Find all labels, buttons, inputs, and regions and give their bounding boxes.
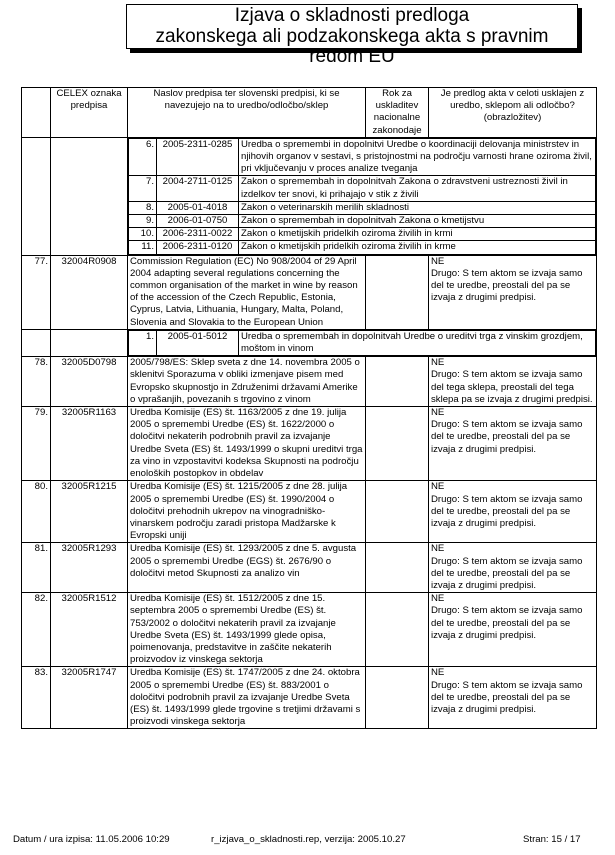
- row-number: 83.: [22, 667, 51, 729]
- row-number: 77.: [22, 255, 51, 329]
- answer-verdict: NE: [431, 481, 445, 493]
- answer-explanation: Drugo: S tem aktom se izvaja samo del tega sklepa, preostali del tega sklepa pa se izvaja z drugimi predpisi.: [431, 369, 593, 405]
- related-act-num: 10.: [129, 228, 157, 241]
- answer-explanation: Drugo: S tem aktom se izvaja samo del te uredbe, preostali del pa se izvaja z drugimi predpisi.: [431, 605, 583, 641]
- related-act-row: [129, 241, 596, 254]
- related-act-row: [129, 228, 596, 241]
- answer-explanation: Drugo: S tem aktom se izvaja samo del te uredbe, preostali del pa se izvaja z drugimi predpisi.: [431, 419, 583, 455]
- related-acts-table: [128, 138, 596, 255]
- header-num: [22, 88, 51, 138]
- sub-act-cell: [128, 329, 597, 356]
- title-line-2: zakonskega ali podzakonskega akta s pravnim redom EU: [155, 25, 549, 67]
- table-row: [22, 543, 597, 593]
- related-act-code: 2005-01-4018: [157, 201, 239, 214]
- row-answer: [429, 407, 597, 481]
- table-row: [22, 481, 597, 543]
- related-act-num: 1.: [129, 330, 157, 355]
- row-celex: 32005R1747: [51, 667, 128, 729]
- table-row: [22, 255, 597, 329]
- answer-explanation: Drugo: S tem aktom se izvaja samo del te uredbe, preostali del pa se izvaja z drugimi predpisi.: [431, 555, 583, 591]
- answer-explanation: Drugo: S tem aktom se izvaja samo del te uredbe, preostali del pa se izvaja z drugimi predpisi.: [431, 493, 583, 529]
- row-rok: [366, 543, 429, 593]
- document-title-box: [126, 4, 578, 67]
- row-rok: [366, 357, 429, 407]
- answer-verdict: NE: [431, 667, 445, 679]
- row-title: Uredba Komisije (ES) št. 1163/2005 z dne 19. julija 2005 o spremembi Uredbe (ES) št. 1622/2000 o določitvi nekaterih podrobnih pravil za izvajanje Uredbe Sveta (ES) št. 1493/1999 o skupni ureditvi trga za vino in vzpostavitvi kodeksa Skupnosti na področju enoloških postopkov in obdelav: [128, 407, 366, 481]
- related-act-code: 2004-2711-0125: [157, 176, 239, 201]
- answer-verdict: NE: [431, 357, 445, 369]
- row-title: Uredba Komisije (ES) št. 1215/2005 z dne 28. julija 2005 o spremembi Uredbe (ES) št. 1990/2004 o določitvi prehodnih ukrepov na vinogradniško-vinarskem področju zaradi pristopa Madžarske k Evropski uniji: [128, 481, 366, 543]
- row-rok: [366, 407, 429, 481]
- row-rok: [366, 593, 429, 667]
- answer-verdict: NE: [431, 543, 445, 555]
- row-number: 81.: [22, 543, 51, 593]
- header-celex: CELEX oznaka predpisa: [51, 88, 128, 138]
- row-rok: [366, 255, 429, 329]
- row-number: 80.: [22, 481, 51, 543]
- continuation-row: [22, 137, 597, 255]
- related-act-row: [129, 215, 596, 228]
- answer-explanation: Drugo: S tem aktom se izvaja samo del te uredbe, preostali del pa se izvaja z drugimi predpisi.: [431, 679, 583, 715]
- sub-act-table: [128, 330, 596, 356]
- related-act-title: Uredba o spremembi in dopolnitvi Uredbe o koordinaciji delovanja ministrstev in njihovih organov v sestavi, s pristojnostmi na področju varnosti hrane oziroma živil, pri vključevanju v proces analize tveganja: [239, 138, 596, 176]
- row-celex: 32005R1215: [51, 481, 128, 543]
- table-body: [22, 137, 597, 729]
- title-line-1: Izjava o skladnosti predloga: [234, 5, 470, 26]
- related-act-code: 2005-01-5012: [157, 330, 239, 355]
- footer-page: Stran: 15 / 17: [523, 834, 581, 845]
- row-title: 2005/798/ES: Sklep sveta z dne 14. novembra 2005 o sklenitvi Sporazuma v obliki izmenjave pisem med Evropsko skupnostjo in Združenimi državami Amerike o vprašanjih, povezanih s trgovino z vinom: [128, 357, 366, 407]
- table-row: [22, 357, 597, 407]
- header-usklajen: Je predlog akta v celoti usklajen z uredbo, sklepom ali odločbo? (obrazložitev): [429, 88, 597, 138]
- related-act-num: 7.: [129, 176, 157, 201]
- answer-verdict: NE: [431, 255, 445, 267]
- row-rok: [366, 667, 429, 729]
- row-celex: 32005D0798: [51, 357, 128, 407]
- sub-act-row: [22, 329, 597, 356]
- answer-explanation: Drugo: S tem aktom se izvaja samo del te uredbe, preostali del pa se izvaja z drugimi predpisi.: [431, 267, 583, 304]
- row-answer: [429, 357, 597, 407]
- header-rok: Rok za uskladitev nacionalne zakonodaje: [366, 88, 429, 138]
- row-title: Uredba Komisije (ES) št. 1747/2005 z dne 24. oktobra 2005 o spremembi Uredbe (ES) št. 883/2001 o določitvi podrobnih pravil za izvajanje Uredbe Sveta (ES) št. 1493/1999 glede trgovine s tretjimi državami s proizvodi vinskega sektorja: [128, 667, 366, 729]
- related-act-code: 2006-2311-0022: [157, 228, 239, 241]
- related-act-title: Zakon o kmetijskih pridelkih oziroma živilih in krme: [239, 241, 596, 254]
- row-number: 82.: [22, 593, 51, 667]
- sub-blank-num: [22, 329, 51, 356]
- row-celex: 32005R1163: [51, 407, 128, 481]
- related-act-row: [129, 138, 596, 176]
- related-act-num: 6.: [129, 138, 157, 176]
- row-celex: 32004R0908: [51, 255, 128, 329]
- row-answer: [429, 667, 597, 729]
- related-act-row: [129, 176, 596, 201]
- row-answer: [429, 481, 597, 543]
- row-number: 79.: [22, 407, 51, 481]
- row-answer: [429, 543, 597, 593]
- related-act-title: Zakon o spremembah in dopolnitvah Zakona o kmetijstvu: [239, 215, 596, 228]
- compliance-table: [21, 87, 597, 729]
- related-act-title: Uredba o spremembah in dopolnitvah Uredbe o ureditvi trga z vinskim grozdjem, moštom in vinom: [239, 330, 596, 355]
- related-act-title: Zakon o veterinarskih merilih skladnosti: [239, 201, 596, 214]
- related-act-title: Zakon o kmetijskih pridelkih oziroma živilih in krmi: [239, 228, 596, 241]
- row-number: 78.: [22, 357, 51, 407]
- table-row: [22, 407, 597, 481]
- header-naslov: Naslov predpisa ter slovenski predpisi, ki se navezujejo na to uredbo/odločbo/sklep: [128, 88, 366, 138]
- answer-verdict: NE: [431, 407, 445, 419]
- related-act-title: Zakon o spremembah in dopolnitvah Zakona o zdravstveni ustreznosti živil in izdelkov ter snovi, ki prihajajo v stik z živili: [239, 176, 596, 201]
- row-rok: [366, 481, 429, 543]
- row-title: Uredba Komisije (ES) št. 1512/2005 z dne 15. septembra 2005 o spremembi Uredbe (ES) št. 753/2002 o določitvi nekaterih pravil za izvajanje Uredbe Sveta (ES) št. 1493/1999 glede opisa, poimenovanja, predstavitve in zaščite nekaterih proizvodov iz vinskega sektorja: [128, 593, 366, 667]
- related-act-num: 9.: [129, 215, 157, 228]
- answer-verdict: NE: [431, 593, 445, 605]
- table-row: [22, 667, 597, 729]
- related-act-num: 8.: [129, 201, 157, 214]
- related-act-code: 2006-01-0750: [157, 215, 239, 228]
- footer-datetime: Datum / ura izpisa: 11.05.2006 10:29: [13, 834, 170, 845]
- row-celex: 32005R1512: [51, 593, 128, 667]
- related-act-code: 2006-2311-0120: [157, 241, 239, 254]
- row-celex: 32005R1293: [51, 543, 128, 593]
- related-act-row: [129, 330, 596, 355]
- table-header-row: [22, 88, 597, 138]
- footer-report: r_izjava_o_skladnosti.rep, verzija: 2005.10.27: [211, 834, 406, 845]
- sub-blank-celex: [51, 329, 128, 356]
- related-act-row: [129, 201, 596, 214]
- related-act-code: 2005-2311-0285: [157, 138, 239, 176]
- row-title: Commission Regulation (EC) No 908/2004 of 29 April 2004 adapting several regulations concerning the common organisation of the market in wine by reason of the accession of the Czech Republic, Estonia, Cyprus, Latvia, Lithuania, Hungary, Malta, Poland, Slovenia and Slovakia to the European Union: [128, 255, 366, 329]
- row-answer: [429, 255, 597, 329]
- related-act-num: 11.: [129, 241, 157, 254]
- table-row: [22, 593, 597, 667]
- row-title: Uredba Komisije (ES) št. 1293/2005 z dne 5. avgusta 2005 o spremembi Uredbe (EGS) št. 2676/90 o določitvi metod Skupnosti za analizo vin: [128, 543, 366, 593]
- row-answer: [429, 593, 597, 667]
